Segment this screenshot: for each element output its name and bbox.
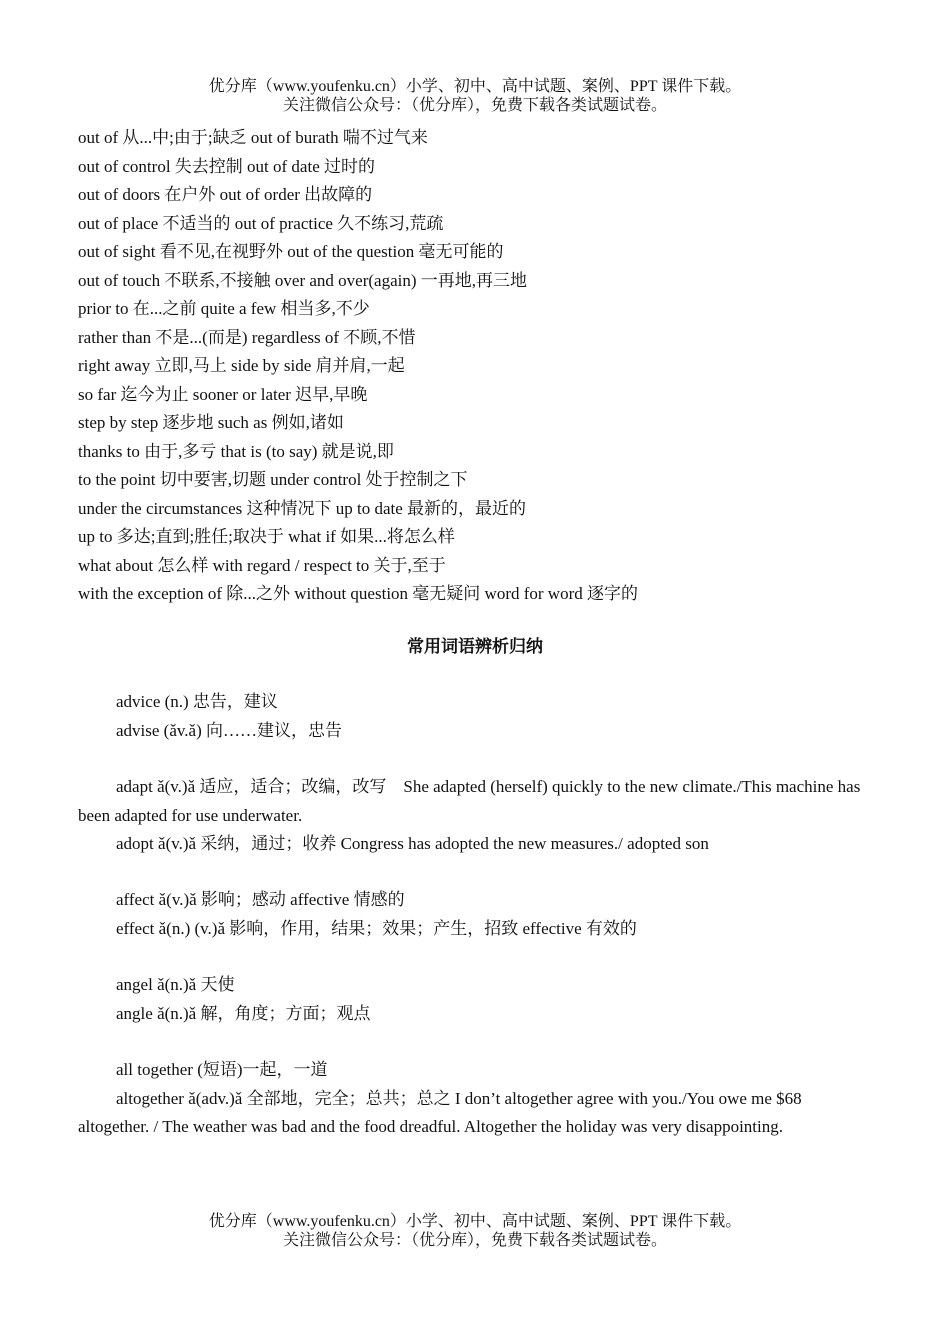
phrase-line: step by step 逐步地 such as 例如,诸如	[78, 413, 344, 432]
phrase-line: what about 怎么样 with regard / respect to 关于,至于	[78, 555, 446, 575]
footer-line-2: 关注微信公众号：（优分库），免费下载各类试题试卷。	[282, 1232, 667, 1249]
phrase-line: with the exception of 除...之外 without question 毫无疑问 word for word 逐字的	[78, 584, 638, 603]
phrase-line: out of doors 在户外 out of order 出故障的	[78, 185, 373, 204]
phrase-line: right away 立即,马上 side by side 肩并肩,一起	[78, 356, 405, 375]
section-title: 常用词语辨析归纳	[407, 637, 543, 656]
phrase-line: out of touch 不联系,不接触 over and over(again) 一再地,再三地	[78, 270, 527, 290]
phrase-line: out of 从...中;由于;缺乏 out of burath 喘不过气来	[78, 128, 428, 147]
phrase-line: rather than 不是...(而是) regardless of 不顾,不惜	[78, 327, 416, 347]
page-header	[0, 77, 950, 115]
word-entry: adopt ǎ(v.)ǎ 采纳，通过；收养 Congress has adopted the new measures./ adopted son	[116, 834, 709, 853]
phrase-line: thanks to 由于,多亏 that is (to say) 就是说,即	[78, 441, 394, 461]
word-entry: angel ǎ(n.)ǎ 天使	[116, 975, 235, 994]
phrase-line: prior to 在...之前 quite a few 相当多,不少	[78, 299, 370, 318]
phrase-list	[78, 124, 878, 609]
footer-line-1: 优分库（www.youfenku.cn）小学、初中、高中试题、案例、PPT 课件下载。	[208, 1213, 742, 1230]
word-group-altogether	[78, 1056, 864, 1142]
phrase-line: out of sight 看不见,在视野外 out of the question 毫无可能的	[78, 242, 504, 261]
word-entry: all together (短语)一起，一道	[116, 1060, 328, 1079]
word-entry: altogether ǎ(adv.)ǎ 全部地，完全；总共；总之 I don’t altogether agree with you./You owe me $68 altogether. / The weather was bad and the food dreadful. Altogether the holiday was very disappointing.	[78, 1088, 802, 1136]
word-entry: angle ǎ(n.)ǎ 解，角度；方面；观点	[116, 1003, 371, 1023]
word-group-angel	[78, 971, 864, 1028]
word-group-affect	[78, 886, 864, 943]
page-footer	[0, 1212, 950, 1250]
word-group-advice	[78, 688, 864, 745]
phrase-line: so far 迄今为止 sooner or later 迟早,早晚	[78, 384, 368, 404]
word-entry: adapt ǎ(v.)ǎ 适应，适合；改编，改写 She adapted (herself) quickly to the new climate./This machine has been adapted for use underwater.	[78, 777, 861, 825]
phrase-line: under the circumstances 这种情况下 up to date 最新的，最近的	[78, 498, 527, 518]
phrase-line: up to 多达;直到;胜任;取决于 what if 如果...将怎么样	[78, 527, 455, 546]
word-entry: effect ǎ(n.) (v.)ǎ 影响，作用，结果；效果；产生，招致 effective 有效的	[116, 918, 637, 938]
phrase-line: out of place 不适当的 out of practice 久不练习,荒疏	[78, 213, 444, 233]
header-line-1: 优分库（www.youfenku.cn）小学、初中、高中试题、案例、PPT 课件下载。	[208, 78, 742, 95]
header-line-2: 关注微信公众号：（优分库），免费下载各类试题试卷。	[282, 97, 667, 114]
word-group-adapt	[78, 773, 864, 859]
phrase-line: out of control 失去控制 out of date 过时的	[78, 156, 375, 176]
word-entry: advise (ǎv.ǎ) 向……建议，忠告	[116, 720, 342, 740]
word-entry: advice (n.) 忠告，建议	[116, 692, 278, 711]
phrase-line: to the point 切中要害,切题 under control 处于控制之下	[78, 470, 468, 489]
word-entry: affect ǎ(v.)ǎ 影响；感动 affective 情感的	[116, 890, 405, 909]
